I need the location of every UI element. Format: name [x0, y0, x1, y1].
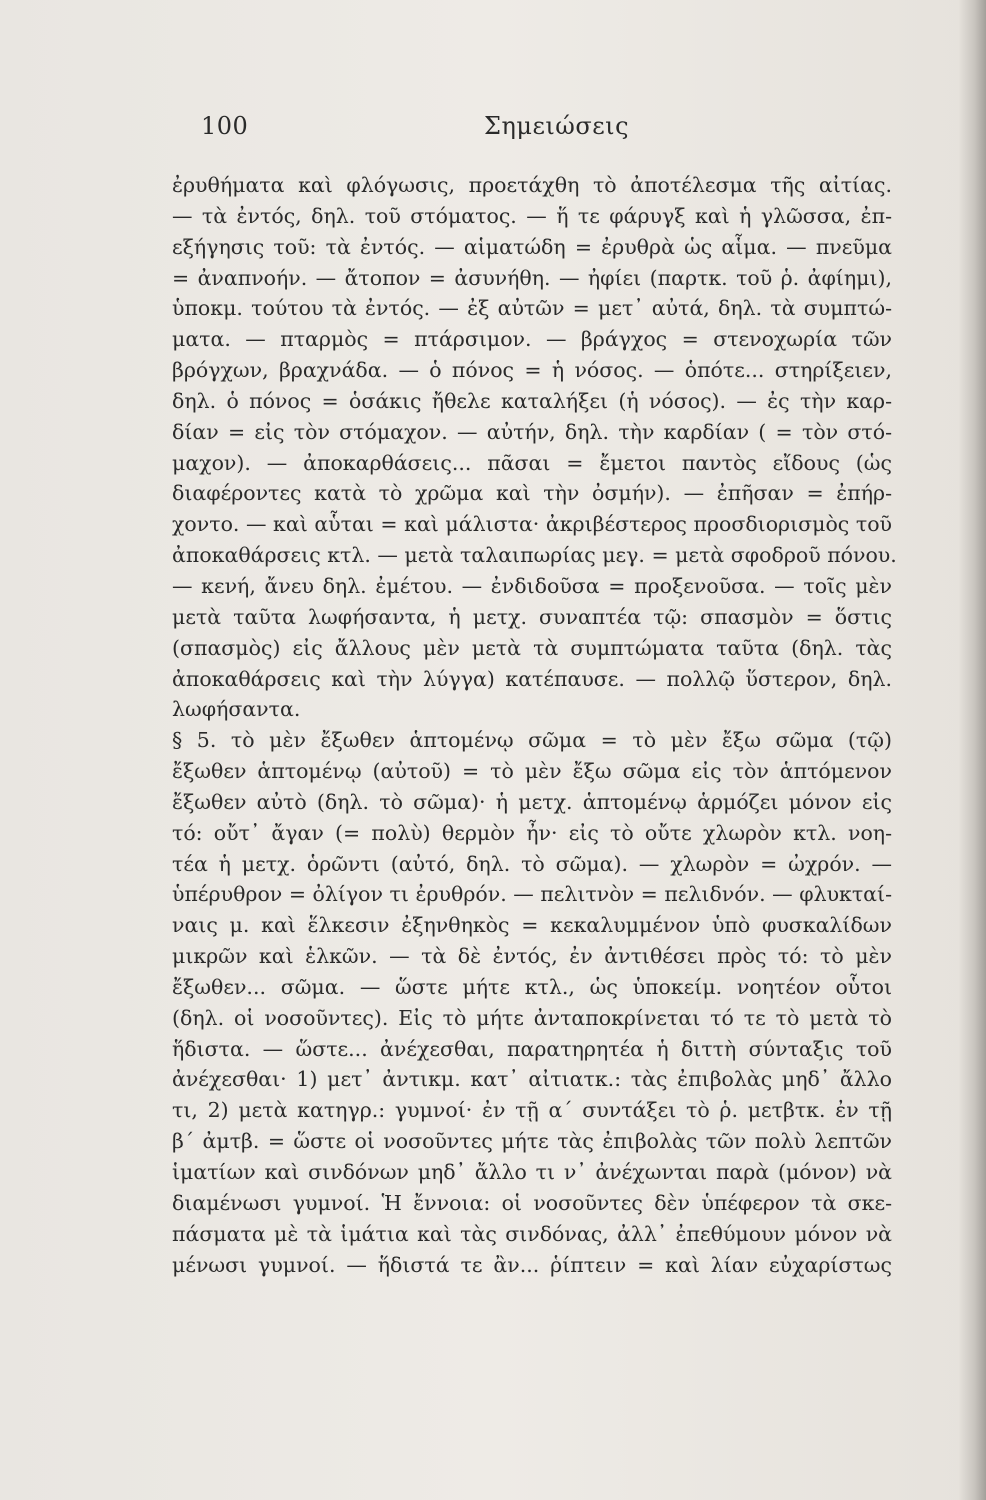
text-line: εξήγησις τοῦ: τὰ ἐντός. — αἱματώδη = ἐρυθρὰ ὡς αἷμα. — πνεῦμα: [172, 234, 892, 259]
text-line: — κενή, ἄνευ δηλ. ἐμέτου. — ἐνδιδοῦσα = προξενοῦσα. — τοῖς μὲν: [172, 573, 892, 598]
page-number: 100: [201, 112, 249, 140]
text-line: λωφήσαντα.: [172, 697, 301, 722]
text-line: ἔξωθεν ἁπτομένῳ (αὐτοῦ) = τὸ μὲν ἔξω σῶμα εἰς τὸν ἁπτόμενον: [172, 759, 892, 784]
text-line: (δηλ. οἱ νοσοῦντες). Εἰς τὸ μήτε ἀνταποκρίνεται τό τε τὸ μετὰ τὸ: [172, 1005, 892, 1030]
text-line: § 5. τὸ μὲν ἔξωθεν ἁπτομένῳ σῶμα = τὸ μὲν ἔξω σῶμα (τῷ): [172, 728, 892, 753]
page-header: [0, 112, 986, 152]
text-line: ἔξωθεν αὐτὸ (δηλ. τὸ σῶμα)· ἡ μετχ. ἁπτομένῳ ἁρμόζει μόνον εἰς: [172, 789, 892, 814]
text-line: ματα. — πταρμὸς = πτάρσιμον. — βράγχος = στενοχωρία τῶν: [172, 327, 892, 352]
text-line: μαχον). — ἀποκαρθάσεις... πᾶσαι = ἔμετοι παντὸς εἴδους (ὡς: [172, 450, 892, 475]
text-line: τό: οὔτ᾽ ἄγαν (= πολὺ) θερμὸν ἦν· εἰς τὸ οὔτε χλωρὸν κτλ. νοη-: [172, 820, 892, 845]
text-line: βρόγχων, βραχνάδα. — ὁ πόνος = ἡ νόσος. — ὁπότε... στηρίξειεν,: [172, 358, 892, 383]
text-line: ἱματίων καὶ σινδόνων μηδ᾽ ἄλλο τι ν᾽ ἀνέχωνται παρὰ (μόνον) νὰ: [172, 1160, 892, 1184]
text-line: χοντο. — καὶ αὗται = καὶ μάλιστα· ἀκριβέστερος προσδιορισμὸς τοῦ: [172, 512, 892, 537]
text-line: μετὰ ταῦτα λωφήσαντα, ἡ μετχ. συναπτέα τῷ: σπασμὸν = ὅστις: [172, 604, 892, 629]
text-line: ὑπέρυθρον = ὀλίγον τι ἐρυθρόν. — πελιτνὸν = πελιδνόν. — φλυκταί-: [172, 882, 892, 907]
text-line: (σπασμὸς) εἰς ἄλλους μὲν μετὰ τὰ συμπτώματα ταῦτα (δηλ. τὰς: [172, 635, 892, 660]
text-line: ἔξωθεν... σῶμα. — ὥστε μήτε κτλ., ὡς ὑποκείμ. νοητέον οὗτοι: [172, 974, 892, 999]
text-line: ἐρυθήματα καὶ φλόγωσις, προετάχθη τὸ ἀποτέλεσμα τῆς αἰτίας.: [172, 173, 892, 197]
text-line: διαμένωσι γυμνοί. Ἡ ἔννοια: οἱ νοσοῦντες δὲν ὑπέφερον τὰ σκε-: [172, 1190, 892, 1215]
page-edge-shadow: [958, 0, 986, 1500]
text-line: ἀποκαθάρσεις κτλ. — μετὰ ταλαιπωρίας μεγ. = μετὰ σφοδροῦ πόνου.: [172, 543, 897, 568]
text-line: πάσματα μὲ τὰ ἱμάτια καὶ τὰς σινδόνας, ἀλλ᾽ ἐπεθύμουν μόνον νὰ: [172, 1221, 892, 1246]
text-line: τέα ἡ μετχ. ὁρῶντι (αὐτό, δηλ. τὸ σῶμα). — χλωρὸν = ὠχρόν. —: [172, 851, 892, 876]
text-line: δίαν = εἰς τὸν στόμαχον. — αὐτήν, δηλ. τὴν καρδίαν ( = τὸν στό-: [172, 419, 892, 444]
text-line: δηλ. ὁ πόνος = ὁσάκις ἤθελε καταλήξει (ἡ νόσος). — ἐς τὴν καρ-: [172, 388, 892, 413]
text-line: = ἀναπνοήν. — ἄτοπον = ἀσυνήθη. — ἠφίει (παρτκ. τοῦ ῥ. ἀφίημι),: [172, 265, 892, 290]
text-line: ἀνέχεσθαι· 1) μετ᾽ ἀντικμ. κατ᾽ αἰτιατκ.: τὰς ἐπιβολὰς μηδ᾽ ἄλλο: [172, 1067, 892, 1092]
notes-body: [172, 170, 897, 1280]
text-line: ὑποκμ. τούτου τὰ ἐντός. — ἐξ αὐτῶν = μετ᾽ αὐτά, δηλ. τὰ συμπτώ-: [172, 296, 892, 321]
text-line: ναις μ. καὶ ἕλκεσιν ἐξηνθηκὸς = κεκαλυμμένον ὑπὸ φυσκαλίδων: [172, 913, 892, 938]
text-line: διαφέροντες κατὰ τὸ χρῶμα καὶ τὴν ὀσμήν). — ἐπῆσαν = ἐπήρ-: [172, 481, 892, 506]
text-line: β΄ ἀμτβ. = ὥστε οἱ νοσοῦντες μήτε τὰς ἐπιβολὰς τῶν πολὺ λεπτῶν: [172, 1129, 892, 1154]
text-line: τι, 2) μετὰ κατηγρ.: γυμνοί· ἐν τῇ α΄ συντάξει τὸ ῥ. μετβτκ. ἐν τῇ: [172, 1098, 892, 1123]
text-line: ἀποκαθάρσεις καὶ τὴν λύγγα) κατέπαυσε. — πολλῷ ὕστερον, δηλ.: [172, 666, 892, 691]
running-title: Σημειώσεις: [484, 112, 630, 140]
text-line: μικρῶν καὶ ἑλκῶν. — τὰ δὲ ἐντός, ἐν ἀντιθέσει πρὸς τό: τὸ μὲν: [172, 944, 892, 969]
text-line: μένωσι γυμνοί. — ἥδιστά τε ἂν... ῥίπτειν = καὶ λίαν εὐχαρίστως: [172, 1252, 892, 1277]
text-line: ἥδιστα. — ὥστε... ἀνέχεσθαι, παρατηρητέα ἡ διττὴ σύνταξις τοῦ: [172, 1036, 892, 1061]
text-line: — τὰ ἐντός, δηλ. τοῦ στόματος. — ἥ τε φάρυγξ καὶ ἡ γλῶσσα, ἐπ-: [172, 203, 892, 228]
